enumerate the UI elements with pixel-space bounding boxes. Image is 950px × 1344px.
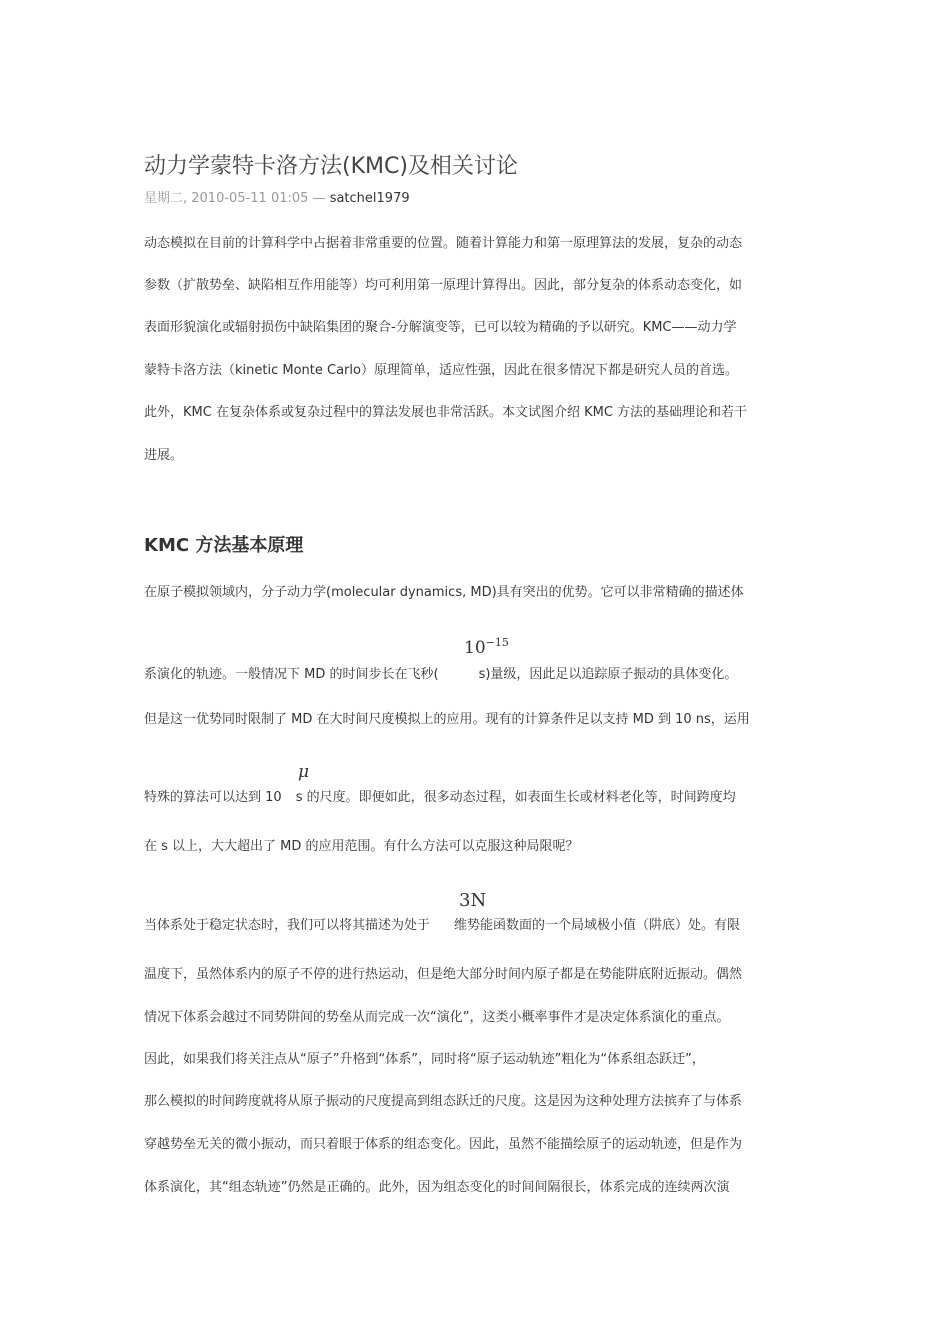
intro-line: 此外，KMC 在复杂体系或复杂过程中的算法发展也非常活跃。本文试图介绍 KMC 方法的基础理论和若干 [144, 405, 748, 420]
body-text: s)量级，因此足以追踪原子振动的具体变化。 [478, 667, 738, 682]
body-line: 但是这一优势同时限制了 MD 在大时间尺度模拟上的应用。现有的计算条件足以支持 MD 到 10 ns，运用 [144, 712, 750, 727]
post-meta [144, 187, 410, 206]
intro-line: 动态模拟在目前的计算科学中占据着非常重要的位置。随着计算能力和第一原理算法的发展，复杂的动态 [144, 236, 743, 251]
intro-line: 进展。 [144, 448, 184, 463]
author-link[interactable]: satchel1979 [329, 191, 410, 206]
intro-line: 参数（扩散势垒、缺陷相互作用能等）均可利用第一原理计算得出。因此，部分复杂的体系动态变化，如 [144, 278, 743, 293]
body-line: 在 s 以上，大大超出了 MD 的应用范围。有什么方法可以克服这种局限呢？ [144, 839, 579, 854]
body-line: 穿越势垒无关的微小振动，而只着眼于体系的组态变化。因此，虽然不能描绘原子的运动轨迹，但是作为 [144, 1137, 743, 1152]
body-line [144, 666, 737, 684]
body-line: 那么模拟的时间跨度就将从原子振动的尺度提高到组态跃迁的尺度。这是因为这种处理方法摈弃了与体系 [144, 1094, 743, 1109]
math-base: 10 [464, 638, 486, 658]
body-text: 特殊的算法可以达到 10 [144, 790, 282, 805]
math-3n: 3N [459, 890, 487, 911]
body-text: 维势能函数面的一个局域极小值（阱底）处。有限 [454, 918, 741, 933]
math-mu: μ [298, 762, 310, 782]
body-line [144, 789, 736, 807]
body-line: 温度下，虽然体系内的原子不停的进行热运动，但是绝大部分时间内原子都是在势能阱底附近振动。偶然 [144, 967, 743, 982]
body-line [144, 917, 740, 935]
intro-line: 表面形貌演化或辐射损伤中缺陷集团的聚合-分解演变等，已可以较为精确的予以研究。KMC——动力学 [144, 320, 737, 335]
intro-line: 蒙特卡洛方法（kinetic Monte Carlo）原理简单，适应性强，因此在很多情况下都是研究人员的首选。 [144, 363, 738, 378]
section-heading: KMC 方法基本原理 [144, 534, 304, 556]
body-line: 因此，如果我们将关注点从“原子”升格到“体系”，同时将“原子运动轨迹”粗化为“体系组态跃迁”， [144, 1052, 705, 1067]
body-text: 当体系处于稳定状态时，我们可以将其描述为处于 [144, 918, 431, 933]
page-title: 动力学蒙特卡洛方法(KMC)及相关讨论 [144, 153, 518, 179]
body-line: 情况下体系会越过不同势阱间的势垒从而完成一次“演化”，这类小概率事件才是决定体系演化的重点。 [144, 1010, 730, 1025]
math-femtosecond [464, 636, 509, 658]
body-line: 体系演化，其“组态轨迹”仍然是正确的。此外，因为组态变化的时间间隔很长，体系完成的连续两次演 [144, 1180, 730, 1195]
post-date: 星期二, 2010-05-11 01:05 [144, 191, 309, 206]
body-text: 系演化的轨迹。一般情况下 MD 的时间步长在飞秒( [144, 667, 439, 682]
math-exponent: −15 [485, 636, 509, 649]
meta-separator: — [308, 191, 330, 206]
body-line: 在原子模拟领域内，分子动力学(molecular dynamics, MD)具有突出的优势。它可以非常精确的描述体 [144, 585, 744, 600]
body-text: s 的尺度。即便如此，很多动态过程，如表面生长或材料老化等，时间跨度均 [295, 790, 736, 805]
